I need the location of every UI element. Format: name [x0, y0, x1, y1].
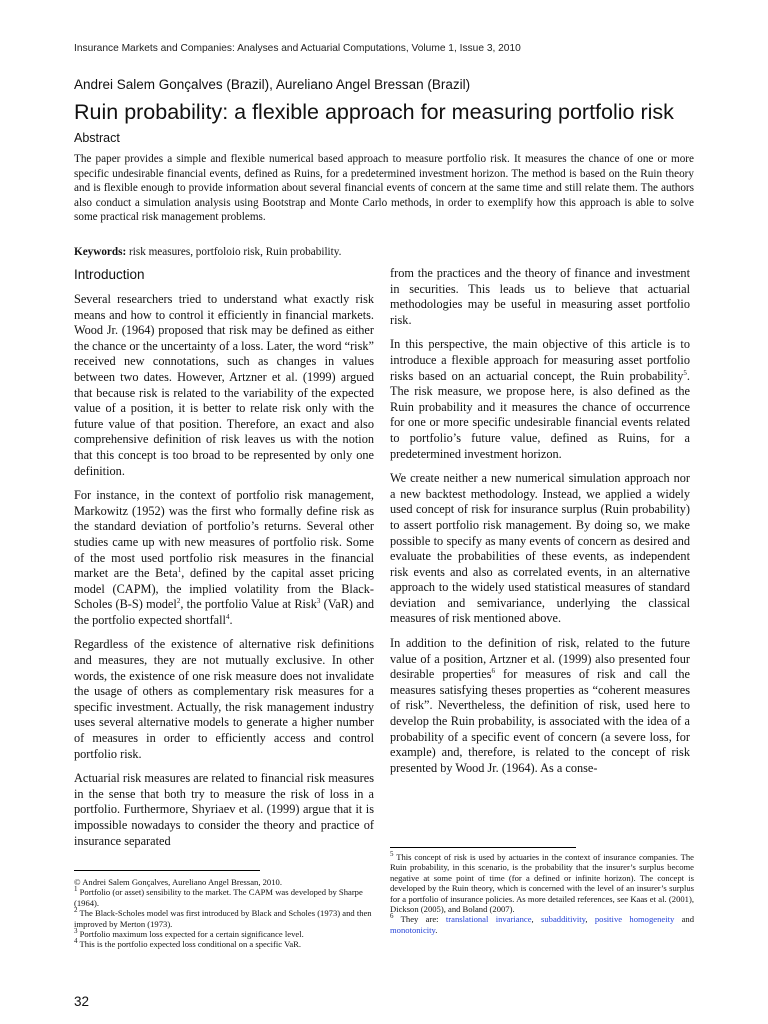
paper-title: Ruin probability: a flexible approach for measuring portfolio risk [74, 100, 674, 124]
authors: Andrei Salem Gonçalves (Brazil), Aureliano Angel Bressan (Brazil) [74, 77, 471, 92]
link-positive-homogeneity[interactable]: positive homogeneity [594, 914, 675, 925]
right-column [390, 266, 690, 785]
left-column [74, 266, 374, 858]
keywords [74, 246, 341, 258]
footnote-divider [390, 847, 576, 848]
paragraph: We create neither a new numerical simulation approach nor a new backtest methodology. Instead, we applied a widely used concept of risk for insurance surplus (Ruin probability) to assert portfolio risk management. By doing so, we make possible to specify as many events of concern as desired and evaluate the probabilities of these events, as independent risk events and also as correlated events, in an alternative approach to the widely used statistical measures of standard deviation and semivariance, underlying the classical measures of risk mentioned above. [390, 471, 690, 626]
footnotes-left [74, 877, 374, 950]
footnote-ref[interactable]: 3 [316, 597, 321, 606]
keywords-label: Keywords: [74, 246, 127, 258]
footnote-divider [74, 870, 260, 871]
footnote: $^5$ This concept of risk is used by actuaries in the context of insurance companies. The Ruin probability, in this scenario, is the probability that the insurer’s surplus become negative at some point of time (for a defined or infinite horizon). The concept is developed by the Ruin theory, which is concerned with the level of an insurer’s surplus for a portfolio of insurance policies. As more detailed references, see Kaas et al. (2001), Dickson (2005), and Boland (2007). [390, 850, 694, 915]
paragraph: Several researchers tried to understand what exactly risk means and how to control it efficiently in financial markets. Wood Jr. (1964) proposed that risk may be defined as either the chance or the uncertainty of a loss. Later, the word “risk” received new connotations, such as changes in values between two dates. However, Artzner et al. (1999) argued that because risk is related to the variability of the expected value of a position, it is better to relate risk only with the future value of that position. Therefore, an exact and also comprehensive definition of risk leaves us with the notion that this concept is too broad to be represented by only one definition. [74, 292, 374, 478]
journal-header: Insurance Markets and Companies: Analyses and Actuarial Computations, Volume 1, Issue 3, 2010 [74, 43, 521, 54]
paragraph: Regardless of the existence of alternative risk definitions and measures, they are not mutually exclusive. In other words, the existence of one risk measure does not invalidate the usage of others as complementary risk measures for a specific investment. Actually, the risk management industry uses several alternative models to generate a higher number of measures in order to efficiently access and control portfolio risk. [74, 637, 374, 761]
abstract-text: The paper provides a simple and flexible numerical based approach to measure portfolio risk. It measures the chance of one or more specific undesirable financial events, defined as Ruins, for a predetermined investment horizon. The method is based on the Ruin theory and is flexible enough to provide information about several financial events of concern at the same time and still relate them. The authors also conduct a simulation analysis using Bootstrap and Monte Carlo methods, in order to exemplify how this approach is able to solve some practical risk management problems. [74, 153, 694, 224]
keywords-text: risk measures, portfoloio risk, Ruin probability. [126, 246, 342, 258]
link-monotonicity[interactable]: monotonicity [390, 924, 436, 935]
link-translational-invariance[interactable]: translational invariance [445, 914, 532, 925]
footnote: $^6$ They are: translational invariance, subadditivity, positive homogeneity and monotonicity. [390, 912, 695, 935]
footnote-ref[interactable]: 2 [176, 597, 181, 606]
paragraph: In this perspective, the main objective of this article is to introduce a flexible approach for measuring asset portfolio risks based on an actuarial concept, the Ruin probability$^5$. The risk measure, we propose here, is also defined as the Ruin probability and it measures the chance of occurrence for one or more specific undesirable financial events related to portfolio’s future value, defined as Ruins, for a predetermined investment horizon. [390, 337, 690, 461]
abstract-heading: Abstract [74, 131, 120, 145]
footnote-ref[interactable]: 4 [225, 612, 230, 621]
footnotes-right [390, 852, 694, 935]
footnote-ref[interactable]: 6 [491, 667, 496, 676]
paragraph: from the practices and the theory of finance and investment in securities. This leads us to believe that actuarial methodologies may be useful in measuring asset portfolio risk. [390, 266, 690, 327]
copyright-note: © Andrei Salem Gonçalves, Aureliano Angel Bressan, 2010. [74, 877, 282, 887]
footnote: $^2$ The Black-Scholes model was first introduced by Black and Scholes (1973) and then improved by Merton (1973). [74, 906, 372, 929]
paragraph: For instance, in the context of portfolio risk management, Markowitz (1952) was the first who formally define risk as the standard deviation of portfolio’s returns. Several other studies came up with new measures of portfolio risk. Some of the most used portfolio risk measures in the financial market are the Beta$^1$, defined by the capital asset pricing model (CAPM), the implied volatility from the Black-Scholes (B-S) model$^2$, the portfolio Value at Risk$^3$ (VaR) and the portfolio expected shortfall$^4$. [74, 488, 374, 627]
paragraph: Actuarial risk measures are related to financial risk measures in the sense that both try to measure the risk of loss in a portfolio. Furthermore, Shyriaev et al. (1999) argue that it is impossible nowadays to consider the theory and practice of insurance separated [74, 771, 374, 848]
link-subadditivity[interactable]: subadditivity [541, 914, 586, 925]
footnote: $^4$ This is the portfolio expected loss conditional on a specific VaR. [74, 937, 302, 950]
footnote-ref[interactable]: 1 [177, 566, 182, 574]
paragraph: In addition to the definition of risk, related to the future value of a position, Artzner et al. (1999) also presented four desirable properties$^6$ for measures of risk and call the measures satisfying theses properties as “coherent measures of risk”. Nevertheless, the definition of risk, used here to develop the Ruin probability, is associated with the idea of a probability of a specific event of concern (a severe loss, for example) and, therefore, is related to the concept of risk presented by Wood Jr. (1964). As a conse- [390, 636, 690, 775]
footnote: $^3$ Portfolio maximum loss expected for a certain significance level. [74, 927, 304, 940]
footnote-ref[interactable]: 5 [683, 368, 687, 377]
page-number: 32 [74, 994, 90, 1009]
footnote: $^1$ Portfolio (or asset) sensibility to the market. The CAPM was developed by Sharpe (1964). [74, 885, 363, 908]
section-heading-introduction: Introduction [74, 267, 145, 282]
